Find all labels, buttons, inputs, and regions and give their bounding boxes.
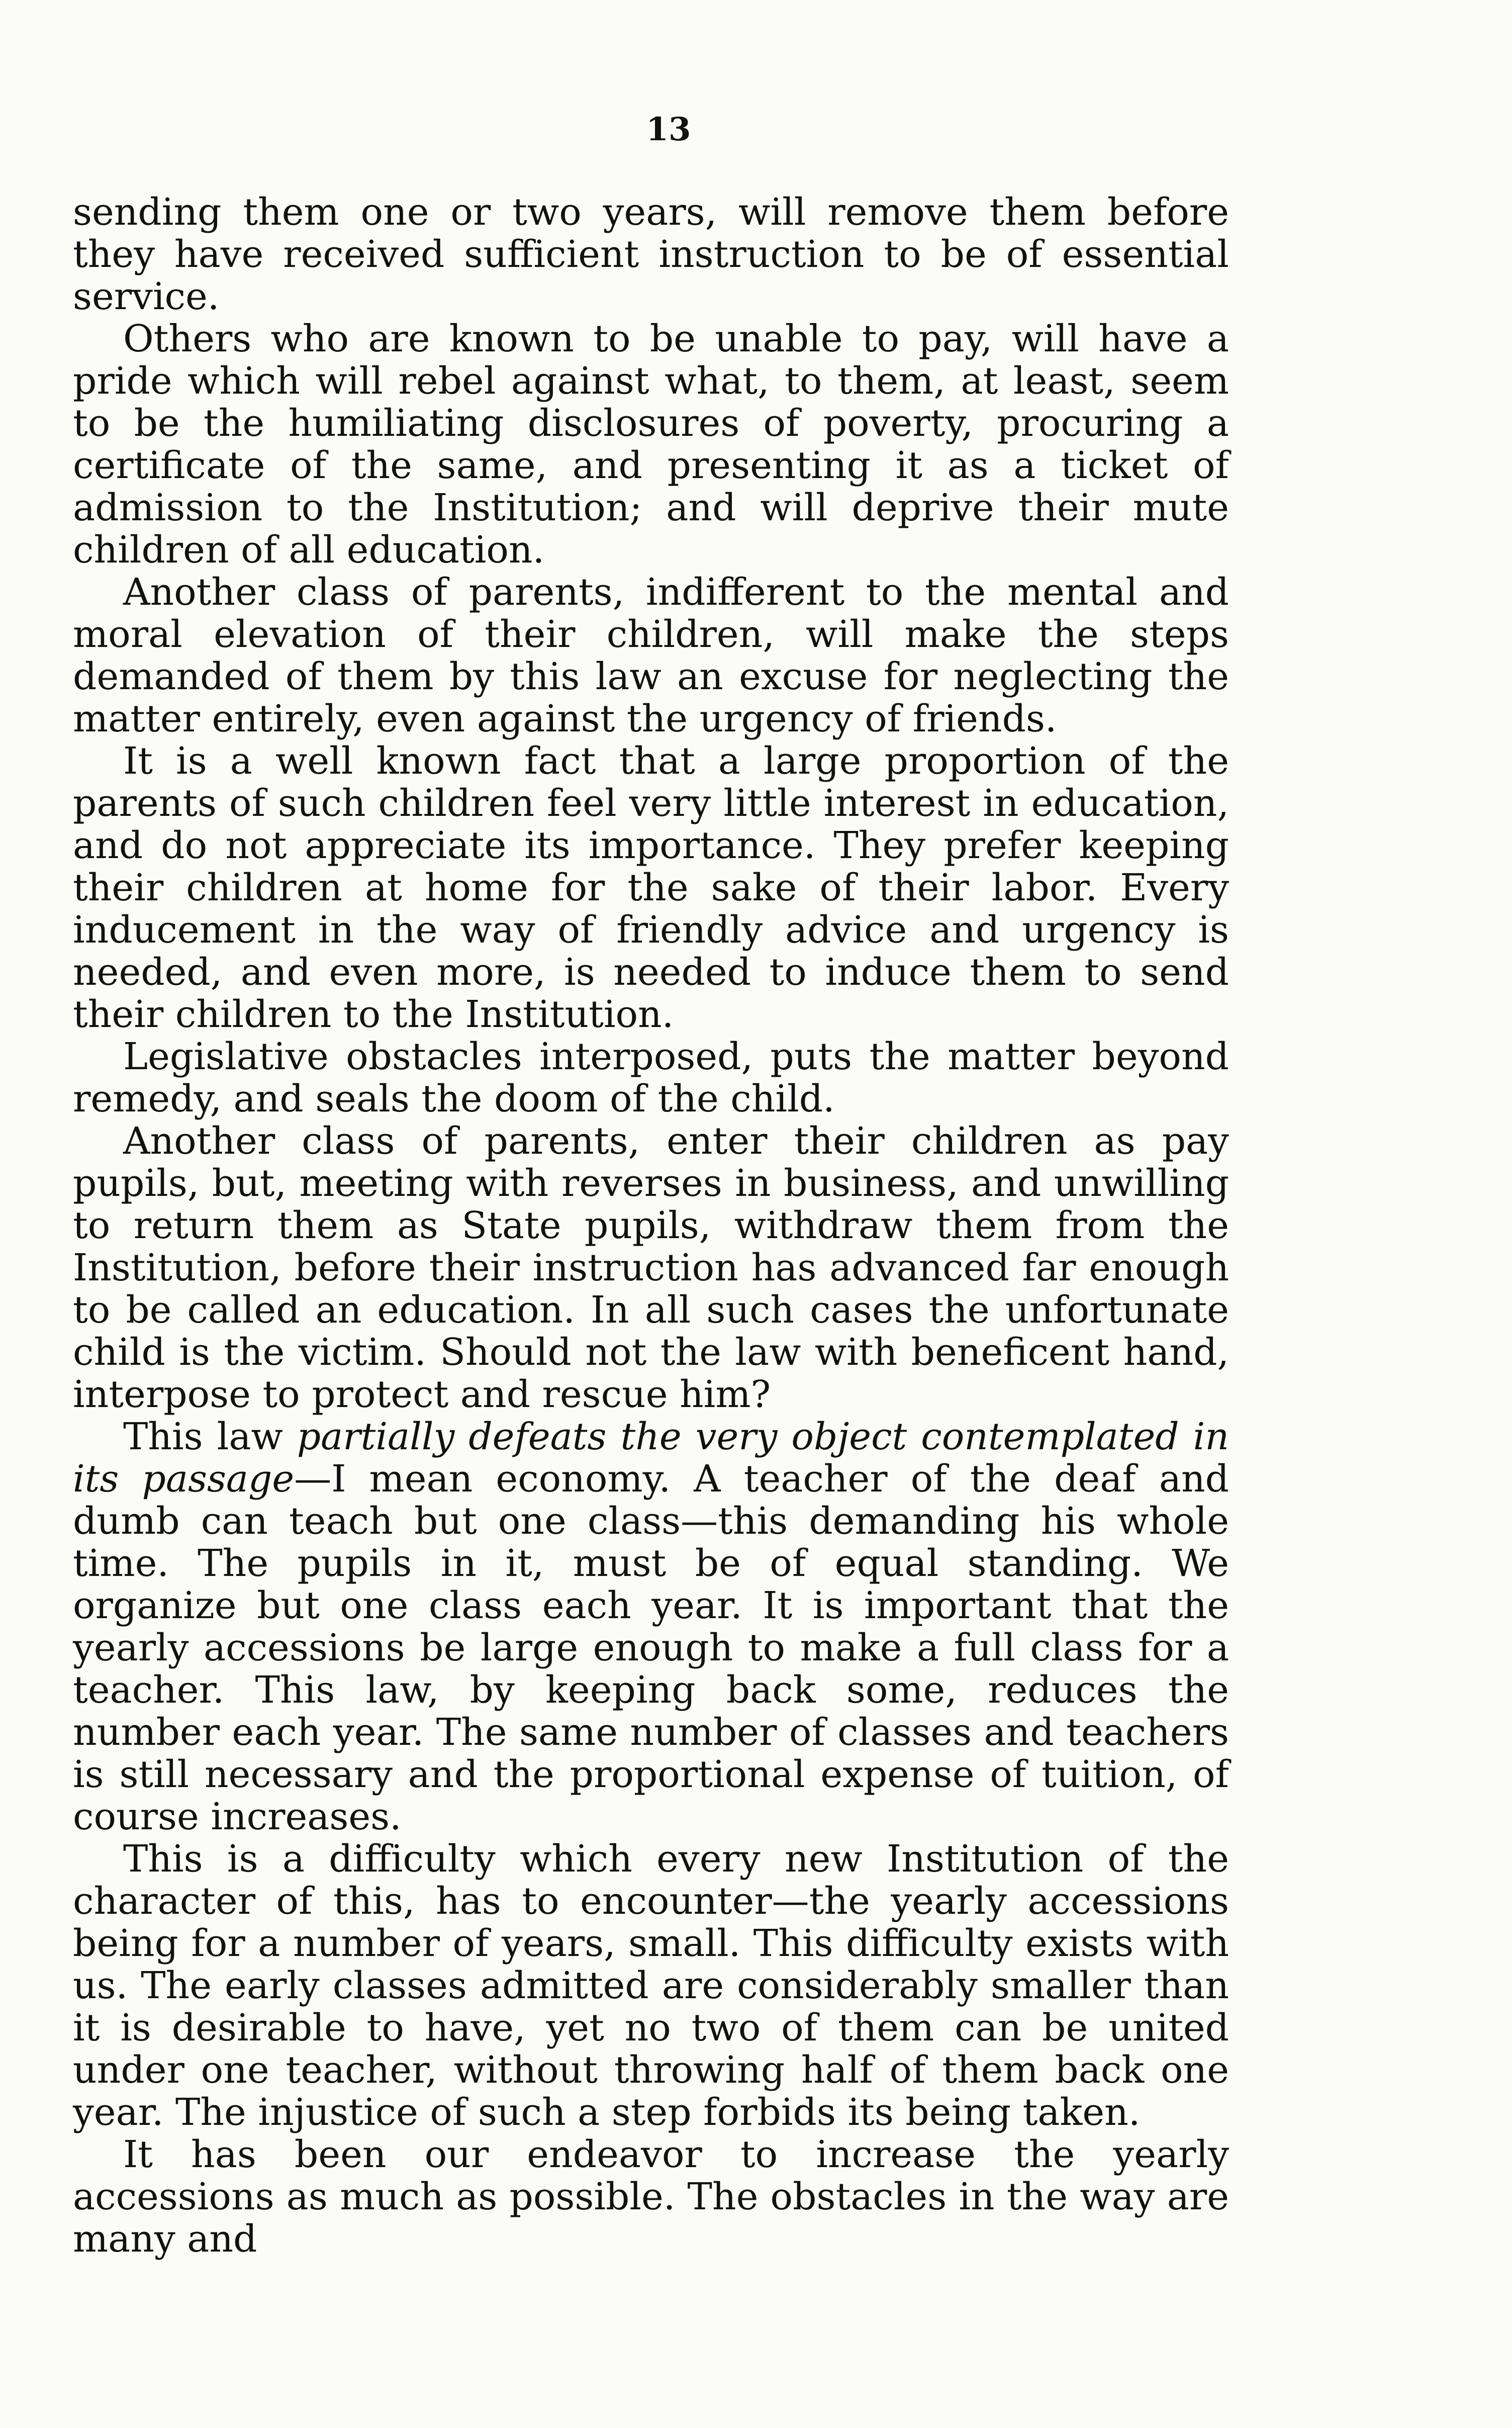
paragraph-7-italic-phrase: partially defeats the very object contemplated in its passage	[73, 1415, 1229, 1501]
paragraph-4: It is a well known fact that a large proportion of the parents of such children feel very little interest in education, and do not appreciate its importance. They prefer keeping their children at home for the sake of their labor. Every inducement in the way of friendly advice and urgency is needed, and even more, is needed to induce them to send their children to the Institution.	[73, 739, 1229, 1036]
body-text	[73, 191, 1229, 2260]
paragraph-6: Another class of parents, enter their children as pay pupils, but, meeting with reverses in business, and unwilling to return them as State pupils, withdraw them from the Institution, before their instruction has advanced far enough to be called an education. In all such cases the unfortunate child is the victim. Should not the law with beneficent hand, interpose to protect and rescue him?	[73, 1119, 1229, 1416]
paragraph-7	[73, 1416, 1229, 1838]
paragraph-8: This is a difficulty which every new Institution of the character of this, has to encounter—the yearly accessions being for a number of years, small. This difficulty exists with us. The early classes admitted are considerably smaller than it is desirable to have, yet no two of them can be united under one teacher, without throwing half of them back one year. The injustice of such a step forbids its being taken.	[73, 1837, 1229, 2134]
paragraph-5: Legislative obstacles interposed, puts the matter beyond remedy, and seals the doom of the child.	[73, 1035, 1229, 1120]
page-number: 13	[646, 111, 691, 148]
paragraph-3: Another class of parents, indifferent to the mental and moral elevation of their children, will make the steps demanded of them by this law an excuse for neglecting the matter entirely, even against the urgency of friends.	[73, 571, 1229, 740]
paragraph-1: sending them one or two years, will remove them before they have received sufficient instruction to be of essential service.	[73, 191, 1229, 318]
paragraph-7-lead: This law	[123, 1415, 297, 1458]
paragraph-2: Others who are known to be unable to pay, will have a pride which will rebel against what, to them, at least, seem to be the humiliating disclosures of poverty, procuring a certificate of the same, and presenting it as a ticket of admission to the Institution; and will deprive their mute children of all education.	[73, 317, 1229, 572]
paragraph-9: It has been our endeavor to increase the yearly accessions as much as possible. The obstacles in the way are many and	[73, 2133, 1229, 2261]
paragraph-7-rest: —I mean economy. A teacher of the deaf and dumb can teach but one class—this demanding his whole time. The pupils in it, must be of equal standing. We organize but one class each year. It is important that the yearly accessions be large enough to make a full class for a teacher. This law, by keeping back some, reduces the number each year. The same number of classes and teachers is still necessary and the proportional expense of tuition, of course increases.	[73, 1457, 1229, 1838]
